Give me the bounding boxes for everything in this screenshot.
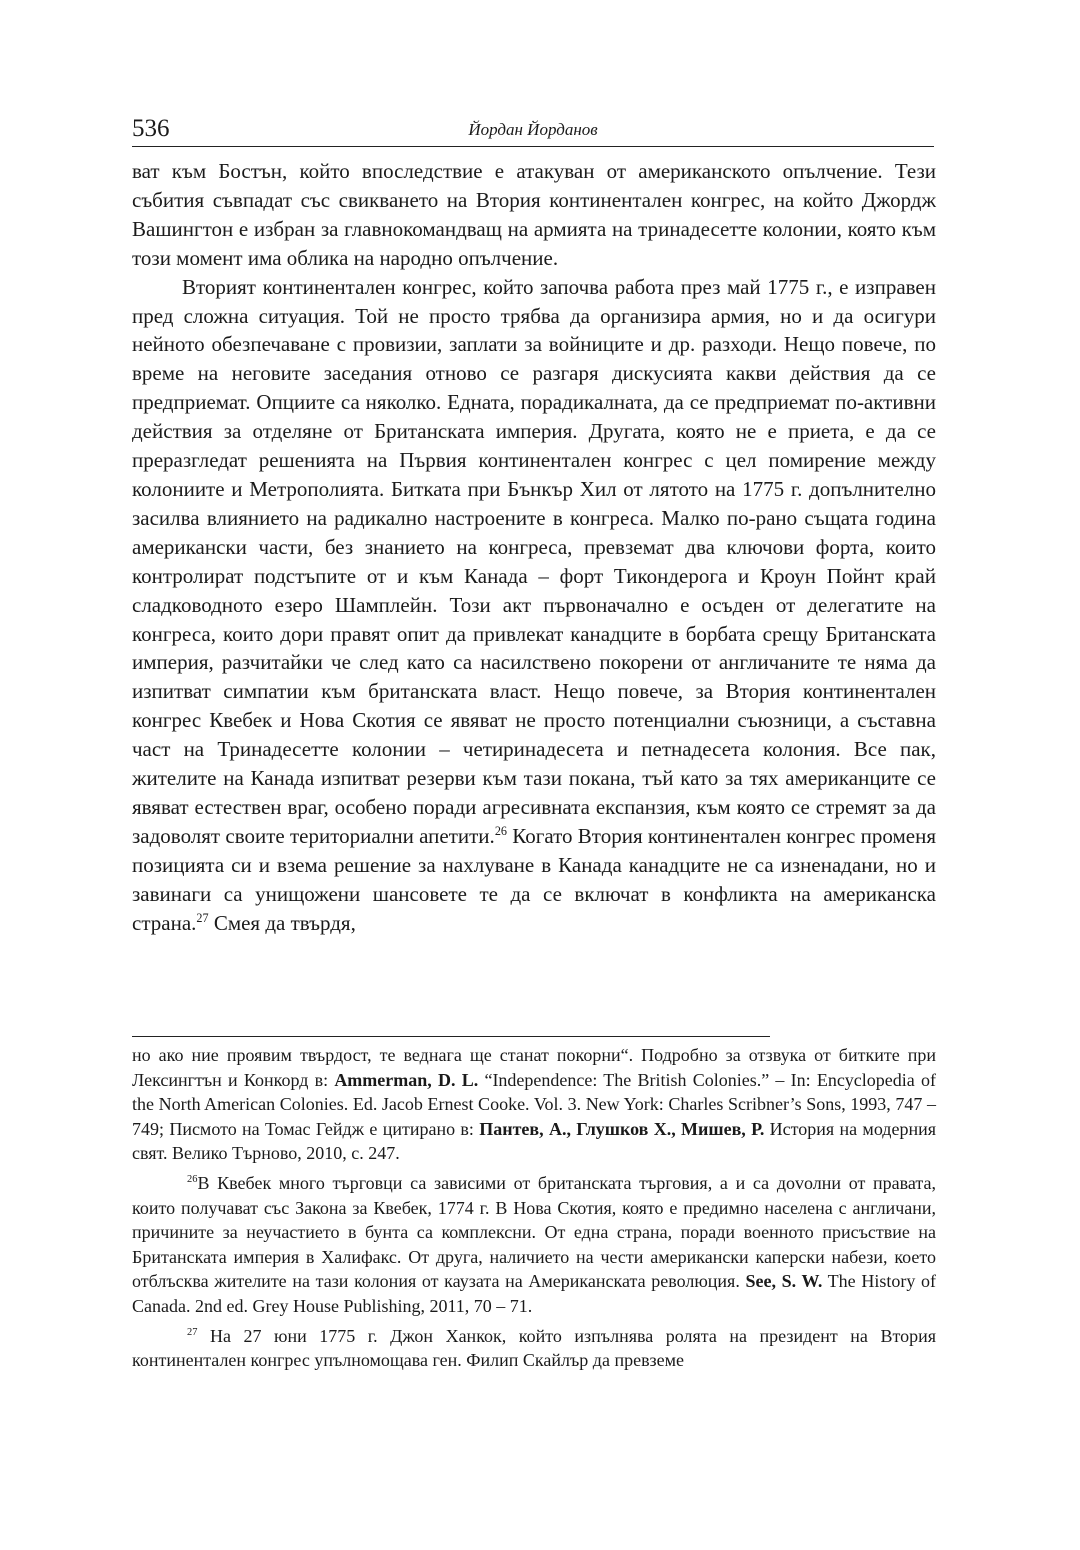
footnote-divider: [132, 1036, 770, 1037]
footnote-continuation-text-a: но ако ние проявим твърдост, те веднага ще станат покорни“. Подробно за отзвука от битките при Лексингтън и Конкорд в:: [132, 1045, 936, 1090]
footnotes: [132, 1043, 936, 1378]
footnote-26-text-b: The History of Canada. 2nd ed. Grey House Publishing, 2011, 70 – 71.: [132, 1271, 936, 1316]
footnote-26-number: 26: [187, 1173, 198, 1185]
main-text: [132, 157, 936, 937]
citation-author-ammerman: Ammerman, D. L.: [334, 1069, 479, 1090]
footnote-27-number: 27: [187, 1326, 198, 1338]
citation-author-see: See, S. W.: [745, 1271, 823, 1292]
paragraph-1: [132, 157, 936, 273]
paragraph-1-text: ват към Бостън, който впоследствие е атакуван от американското опълчение. Тези събития съвпадат със свикването на Втория континентален конгрес, на който Джордж Вашингтон е избран за главнокомандващ на армията на тринадесетте колонии, която към този момент има облика на народно опълчение.: [132, 159, 936, 270]
footnote-26-text-a: В Квебек много търговци са зависими от британската търговия, а и са дovолни от правата, които получават със Закона за Квебек, 1774 г. В Нова Скотия, която е предимно населена с англичани, причините за неучастието в бунта са комплексни. От една страна, поради военното присъствие на Британската империя в Халифакс. От друга, наличието на чести американски каперски набези, което отблъсква жителите на тази колония от каузата на Американската революция.: [132, 1172, 936, 1292]
page-header: [132, 114, 934, 147]
footnote-26: [132, 1171, 936, 1319]
paragraph-2: [132, 273, 936, 938]
citation-author-pantev: Пантев, А., Глушков Х., Мишев, Р.: [479, 1118, 765, 1139]
page-number: 536: [132, 115, 170, 142]
footnote-ref-27[interactable]: 27: [196, 910, 209, 925]
footnote-ref-26[interactable]: 26: [494, 823, 507, 838]
running-head-author: Йордан Йорданов: [468, 120, 598, 139]
footnote-27-text: На 27 юни 1775 г. Джон Ханкок, който изпълнява ролята на президент на Втория континентален конгрес упълномощава ген. Филип Скайлър да превземе: [132, 1325, 936, 1371]
footnote-27: [132, 1324, 936, 1373]
paragraph-2-text-c: Смея да твърдя,: [208, 910, 356, 935]
footnote-continuation: [132, 1043, 936, 1166]
footnote-continuation-text-b: “Independence: The British Colonies.” – In: Encyclopedia of the North American Colonies. Ed. Jacob Ernest Cooke. Vol. 3. New York: Charles Scribner’s Sons, 1993, 747 – 749; Писмото на Томас Гейдж е цитирано в:: [132, 1069, 936, 1139]
paragraph-2-text-b: Когато Втория континентален конгрес променя позицията си и взема решение за нахлуване в Канада канадците не са изненадани, но и завинаги са унищожени шансовете те да се включат в конфликта на американска страна.: [132, 823, 937, 935]
footnote-continuation-text-c: История на модерния свят. Велико Търново, 2010, с. 247.: [132, 1118, 936, 1164]
paragraph-2-text-a: Вторият континентален конгрес, който започва работа през май 1775 г., е изправен пред сложна ситуация. Той не просто трябва да организира армия, но и да осигури нейното обезпечаване с провизии, заплати за войниците и др. разходи. Нещо повече, по време на неговите заседания отново се разгаря дискусията какви действия да се предприемат. Опциите са няколко. Едната, порадикалната, да се предприемат по-активни действия за отделяне от Британската империя. Другата, която не е приета, е да се преразгледат решенията на Първия континентален конгрес с цел помирение между колониите и Метрополията. Битката при Бънкър Хил от лятото на 1775 г. допълнително засилва влиянието на радикално настроените в конгреса. Малко по-рано същата година американски части, без знанието на конгреса, превземат два ключови форта, които контролират подстъпите от и към Канада – форт Тикондерога и Кроун Пойнт край сладководното езеро Шамплейн. Този акт първоначално е осъден от делегатите на конгреса, които дори правят опит да привлекат канадците в борбата срещу Британската империя, разчитайки че след като са насилствено покорени от англичаните те няма да изпитват симпатии към британската власт. Нещо повече, за Втория континентален конгрес Квебек и Нова Скотия се явяват не просто потенциални съюзници, а съставна част на Тринадесетте колонии – четиринадесета и петнадесета колония. Все пак, жителите на Канада изпитват резерви към тази покана, тъй като за тях американците се явяват естествен враг, особено поради агресивната експанзия, към която се стремят за да задоволят своите териториални апетити.: [132, 274, 936, 848]
